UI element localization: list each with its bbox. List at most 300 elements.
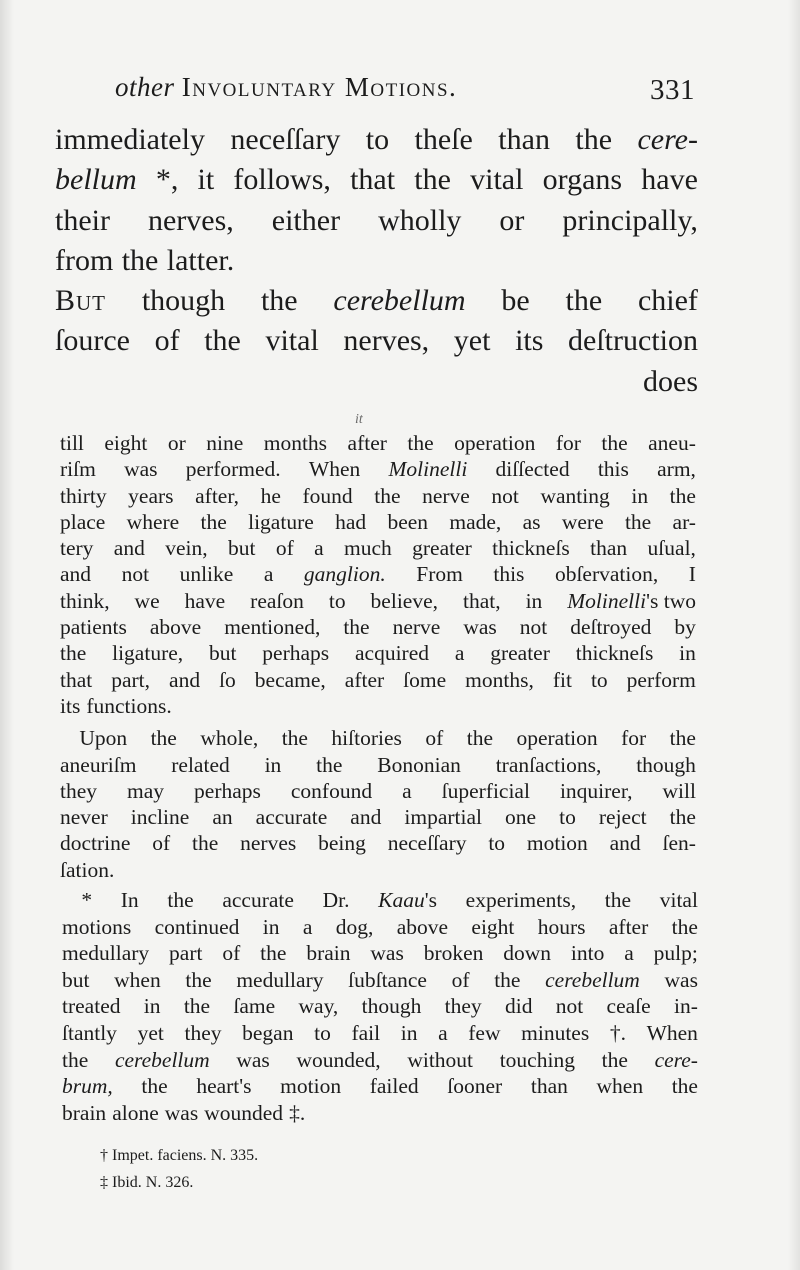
word: of (425, 726, 444, 751)
word-group (60, 804, 108, 830)
word-group (516, 725, 597, 751)
word-group (192, 830, 218, 856)
word-group (370, 1073, 419, 1100)
word-group (345, 667, 384, 693)
word-group (142, 281, 225, 321)
word: cerebellum (114, 1047, 210, 1072)
word: perform (626, 667, 696, 692)
word-group (355, 640, 429, 666)
word-group (351, 1020, 380, 1047)
word-group (454, 430, 535, 456)
word: the (624, 509, 652, 534)
word: ſo (219, 667, 236, 692)
word: a (624, 941, 634, 966)
word-group (261, 281, 298, 321)
word: was (370, 941, 404, 966)
word-group (261, 483, 281, 509)
text-line (55, 281, 698, 321)
word: the (669, 726, 696, 751)
word: that (60, 667, 93, 692)
word-group (156, 160, 179, 200)
word-group (60, 588, 110, 614)
word: the (260, 284, 298, 318)
word: functions. (86, 693, 172, 718)
word-group (490, 640, 550, 666)
word-group (329, 588, 346, 614)
word-group (404, 804, 482, 830)
running-head-prefix: other (115, 72, 175, 102)
word: *, (155, 163, 179, 197)
word-group (165, 535, 207, 561)
word-group (503, 940, 551, 967)
word-group (679, 640, 696, 666)
text-line (62, 1073, 698, 1100)
word: think, (60, 588, 110, 613)
word-group (424, 940, 484, 967)
word: either (271, 203, 341, 237)
word: theſe (414, 123, 473, 156)
word-group (114, 535, 145, 561)
catchword-line (55, 362, 698, 402)
word: ſen- (662, 831, 696, 856)
word: its (515, 324, 544, 358)
word: the (466, 726, 493, 751)
word: the (260, 941, 287, 966)
word-group (148, 201, 234, 241)
word-group (323, 887, 350, 914)
word-group (388, 456, 467, 482)
word-group (570, 614, 651, 640)
page-number: 331 (650, 74, 695, 106)
word-group (445, 993, 482, 1020)
word: related (171, 752, 230, 777)
text-line (60, 509, 696, 535)
word-group (499, 201, 524, 241)
text-line (62, 967, 698, 994)
word: the (601, 1047, 628, 1072)
word-group (422, 483, 470, 509)
word: though (141, 284, 226, 318)
word-group (280, 1073, 341, 1100)
word-group (407, 430, 433, 456)
word: * (81, 888, 93, 912)
running-head-title: Involuntary Motions. (181, 72, 458, 102)
word: the (671, 1074, 698, 1099)
word-group (230, 120, 340, 160)
word-group (370, 940, 403, 967)
word-group (233, 160, 331, 200)
word: doctrine (60, 831, 131, 856)
word-group (374, 483, 400, 509)
word: I (688, 562, 696, 587)
word-group (492, 535, 570, 561)
word: wanting (540, 483, 610, 508)
word-group (388, 830, 467, 856)
word-group (206, 430, 243, 456)
word-group (222, 940, 240, 967)
word-group (566, 281, 603, 321)
word: down (503, 941, 552, 966)
word: treated (62, 994, 121, 1019)
text-line (60, 804, 696, 830)
word-group (660, 887, 698, 914)
word: to (314, 1020, 331, 1045)
word: it (197, 163, 215, 197)
word-group (155, 914, 240, 941)
word: the (141, 1074, 168, 1099)
word-group (55, 321, 130, 361)
word-group (55, 120, 205, 160)
word-group (670, 483, 696, 509)
word-group (599, 804, 647, 830)
word: chief (637, 284, 698, 318)
word: few (468, 1020, 501, 1045)
text-line (60, 561, 696, 587)
word-group (184, 993, 210, 1020)
word-group (350, 160, 395, 200)
word: this (597, 457, 629, 482)
word-group (403, 667, 446, 693)
text-line (60, 588, 696, 614)
word: medullary (62, 941, 150, 966)
word: did (504, 994, 533, 1019)
word: the (494, 967, 521, 992)
word: brum, (62, 1074, 113, 1099)
word: minutes (521, 1020, 590, 1045)
word-group (155, 321, 180, 361)
word: not (491, 483, 519, 508)
word: neceſſary (230, 123, 341, 156)
word-group (60, 509, 105, 535)
word-group (316, 752, 342, 778)
word: the (407, 431, 434, 455)
text-line (55, 321, 698, 361)
word: after (608, 914, 649, 939)
word-group (115, 1047, 210, 1074)
word-group (201, 509, 227, 535)
word-group (112, 1100, 159, 1127)
word-group (670, 725, 696, 751)
word: From (416, 562, 463, 587)
word-group (60, 430, 84, 456)
word: pulp; (653, 941, 698, 966)
word-group (184, 1020, 221, 1047)
word-group (670, 804, 696, 830)
notes-paragraph (60, 430, 696, 719)
word: When (308, 457, 361, 482)
word-group (597, 1073, 644, 1100)
word-group (122, 241, 159, 281)
word: nerves, (147, 203, 234, 237)
word: for (621, 726, 647, 751)
word-group (343, 321, 429, 361)
word-group (169, 667, 200, 693)
text-line (60, 693, 696, 719)
word: riſm (60, 457, 96, 482)
word: motions (62, 914, 132, 939)
word: vein, (165, 536, 208, 561)
word-group (449, 509, 501, 535)
word: ligature, (112, 641, 184, 666)
word: to (590, 667, 608, 692)
word-group (494, 967, 520, 994)
word-group (204, 1100, 283, 1127)
word: they (444, 994, 482, 1019)
word-group (641, 160, 698, 200)
word-group (672, 1073, 698, 1100)
word: latter. (166, 243, 235, 277)
word: eight (104, 431, 148, 455)
word: the (669, 483, 696, 508)
word-group (141, 1073, 167, 1100)
word-group (515, 321, 543, 361)
word-group (194, 778, 261, 804)
word-group (362, 993, 422, 1020)
word-group (447, 1073, 502, 1100)
word-group (138, 1020, 164, 1047)
word: been (387, 509, 429, 534)
text-line (60, 614, 696, 640)
word-group (196, 1073, 251, 1100)
word-group (348, 430, 387, 456)
word: thickneſs (492, 536, 570, 561)
word: touching (499, 1047, 575, 1072)
word: the (316, 752, 343, 777)
word: neceſſary (387, 831, 467, 856)
word-group (62, 967, 89, 994)
word: performed. (185, 457, 281, 482)
word-group (144, 993, 161, 1020)
word: acquired (355, 641, 430, 666)
word-group (222, 887, 294, 914)
word: in (264, 752, 282, 777)
word: confound (290, 778, 373, 803)
word-group (265, 752, 282, 778)
word: cere- (654, 1047, 698, 1072)
word-group (673, 509, 696, 535)
word: began (242, 1020, 294, 1045)
word: ſooner (447, 1074, 503, 1099)
word-group (62, 993, 121, 1020)
word-group (638, 281, 698, 321)
word-group (575, 120, 612, 160)
running-head (115, 72, 695, 108)
text-line (62, 1020, 698, 1047)
word: as (522, 509, 541, 534)
word: and (113, 536, 145, 561)
word-group (601, 430, 627, 456)
word: nerves (240, 831, 297, 856)
word: the (343, 615, 370, 640)
word: place (60, 509, 106, 534)
word: a (263, 562, 274, 587)
word-group (86, 693, 171, 719)
text-line (55, 160, 698, 200)
word-group (236, 967, 323, 994)
word: the (575, 123, 613, 156)
word: by (674, 615, 696, 640)
word: nerve (392, 615, 441, 640)
word-group (152, 830, 170, 856)
word: uſual, (647, 536, 696, 561)
word-group (559, 804, 576, 830)
word-group (260, 940, 286, 967)
word: cerebellum (333, 284, 466, 318)
word: the (565, 284, 603, 318)
word: ligature (248, 509, 314, 534)
word: the (414, 163, 451, 197)
reference-line: † Impet. faciens. N. 335. (100, 1147, 259, 1164)
word-group (607, 993, 651, 1020)
word: operation (516, 726, 598, 751)
word: the (281, 726, 308, 751)
word: in (679, 641, 696, 666)
word: vital (659, 888, 698, 912)
word: impartial (404, 805, 482, 830)
word: operation (454, 431, 536, 455)
word: from (55, 243, 114, 277)
word: wounded, (296, 1047, 381, 1072)
word: became, (254, 667, 326, 692)
word-group (610, 830, 641, 856)
word-group (591, 667, 608, 693)
word: though (636, 752, 696, 777)
word-group (240, 830, 296, 856)
word-group (654, 940, 698, 967)
word: Kaau (378, 888, 425, 912)
word: the (167, 888, 194, 912)
word: to (559, 805, 576, 830)
word: nerves, (343, 324, 430, 358)
word-group (114, 967, 161, 994)
text-line (62, 914, 698, 941)
word-group (610, 1020, 626, 1047)
text-line (60, 456, 696, 482)
page-edge-right (788, 0, 800, 1270)
word-group (242, 1020, 293, 1047)
word: broken (423, 941, 484, 966)
word-group (55, 281, 106, 321)
word: till (60, 431, 84, 455)
word: ſubſtance (348, 967, 427, 992)
word: arm, (657, 457, 696, 482)
word-group (348, 967, 427, 994)
word: the (192, 831, 219, 856)
word: have (184, 588, 226, 613)
word-group (127, 778, 164, 804)
word-group (571, 940, 604, 967)
word-group (209, 640, 236, 666)
word: motion (526, 831, 588, 856)
word: perhaps (194, 778, 261, 803)
word: ſuperficial (441, 778, 530, 803)
word-group (527, 830, 588, 856)
word: ſome (403, 667, 447, 692)
text-line (60, 857, 696, 883)
word-group (344, 535, 392, 561)
word: be (501, 284, 530, 318)
word-group (165, 1100, 198, 1127)
text-line (62, 1047, 698, 1074)
word: years (128, 483, 174, 508)
word-group (491, 483, 518, 509)
word: being (318, 831, 366, 856)
word-group (454, 321, 491, 361)
word-group (314, 535, 324, 561)
word: hiſtories (331, 726, 402, 751)
word-group (296, 1047, 380, 1074)
footnote-references (100, 1142, 258, 1196)
word-group (60, 483, 107, 509)
word: they (60, 778, 98, 803)
word-group (318, 830, 366, 856)
word-group (350, 804, 381, 830)
word: and (60, 562, 92, 587)
word-group (624, 940, 634, 967)
word: accurate (255, 805, 328, 830)
word: of (154, 324, 180, 358)
word-group (60, 614, 127, 640)
text-line (62, 1100, 698, 1127)
word: patients (60, 615, 127, 640)
word: its (60, 693, 81, 718)
word: ‡. (289, 1100, 306, 1125)
word-group (366, 120, 389, 160)
word: he (260, 483, 281, 508)
word-group (228, 535, 255, 561)
word: In (120, 888, 139, 912)
word: Dr. (322, 888, 350, 912)
word: wounded (204, 1100, 284, 1125)
word: was (236, 1047, 270, 1072)
word: tery (60, 536, 94, 561)
word: they (184, 1020, 222, 1045)
word: but (208, 641, 237, 666)
word: the (604, 888, 632, 912)
word-group (60, 640, 86, 666)
word: yet (453, 324, 491, 358)
text-line (55, 120, 698, 160)
word-group (663, 830, 696, 856)
word: not (519, 615, 548, 640)
word: greater (490, 641, 550, 666)
word: tranſactions, (495, 752, 602, 777)
word: nerve (422, 483, 470, 508)
word: ganglion. (303, 562, 386, 587)
word: months, (465, 667, 534, 692)
word-group (498, 120, 550, 160)
word-group (167, 241, 234, 281)
word-group (60, 667, 92, 693)
word: than (530, 1074, 568, 1099)
word: aneuriſm (60, 752, 137, 777)
word: above (396, 914, 449, 939)
word: cere- (637, 123, 698, 156)
text-line (60, 778, 696, 804)
word: for (555, 431, 581, 455)
word: diſſected (495, 457, 570, 482)
word: the (601, 431, 628, 455)
word: yet (137, 1020, 164, 1045)
word: this (493, 562, 525, 587)
word-group (62, 1020, 117, 1047)
word-group (127, 509, 180, 535)
word-group (674, 614, 696, 640)
word-group (471, 914, 514, 941)
word: after, (195, 483, 240, 508)
word: into (570, 941, 605, 966)
word-group (531, 1073, 568, 1100)
